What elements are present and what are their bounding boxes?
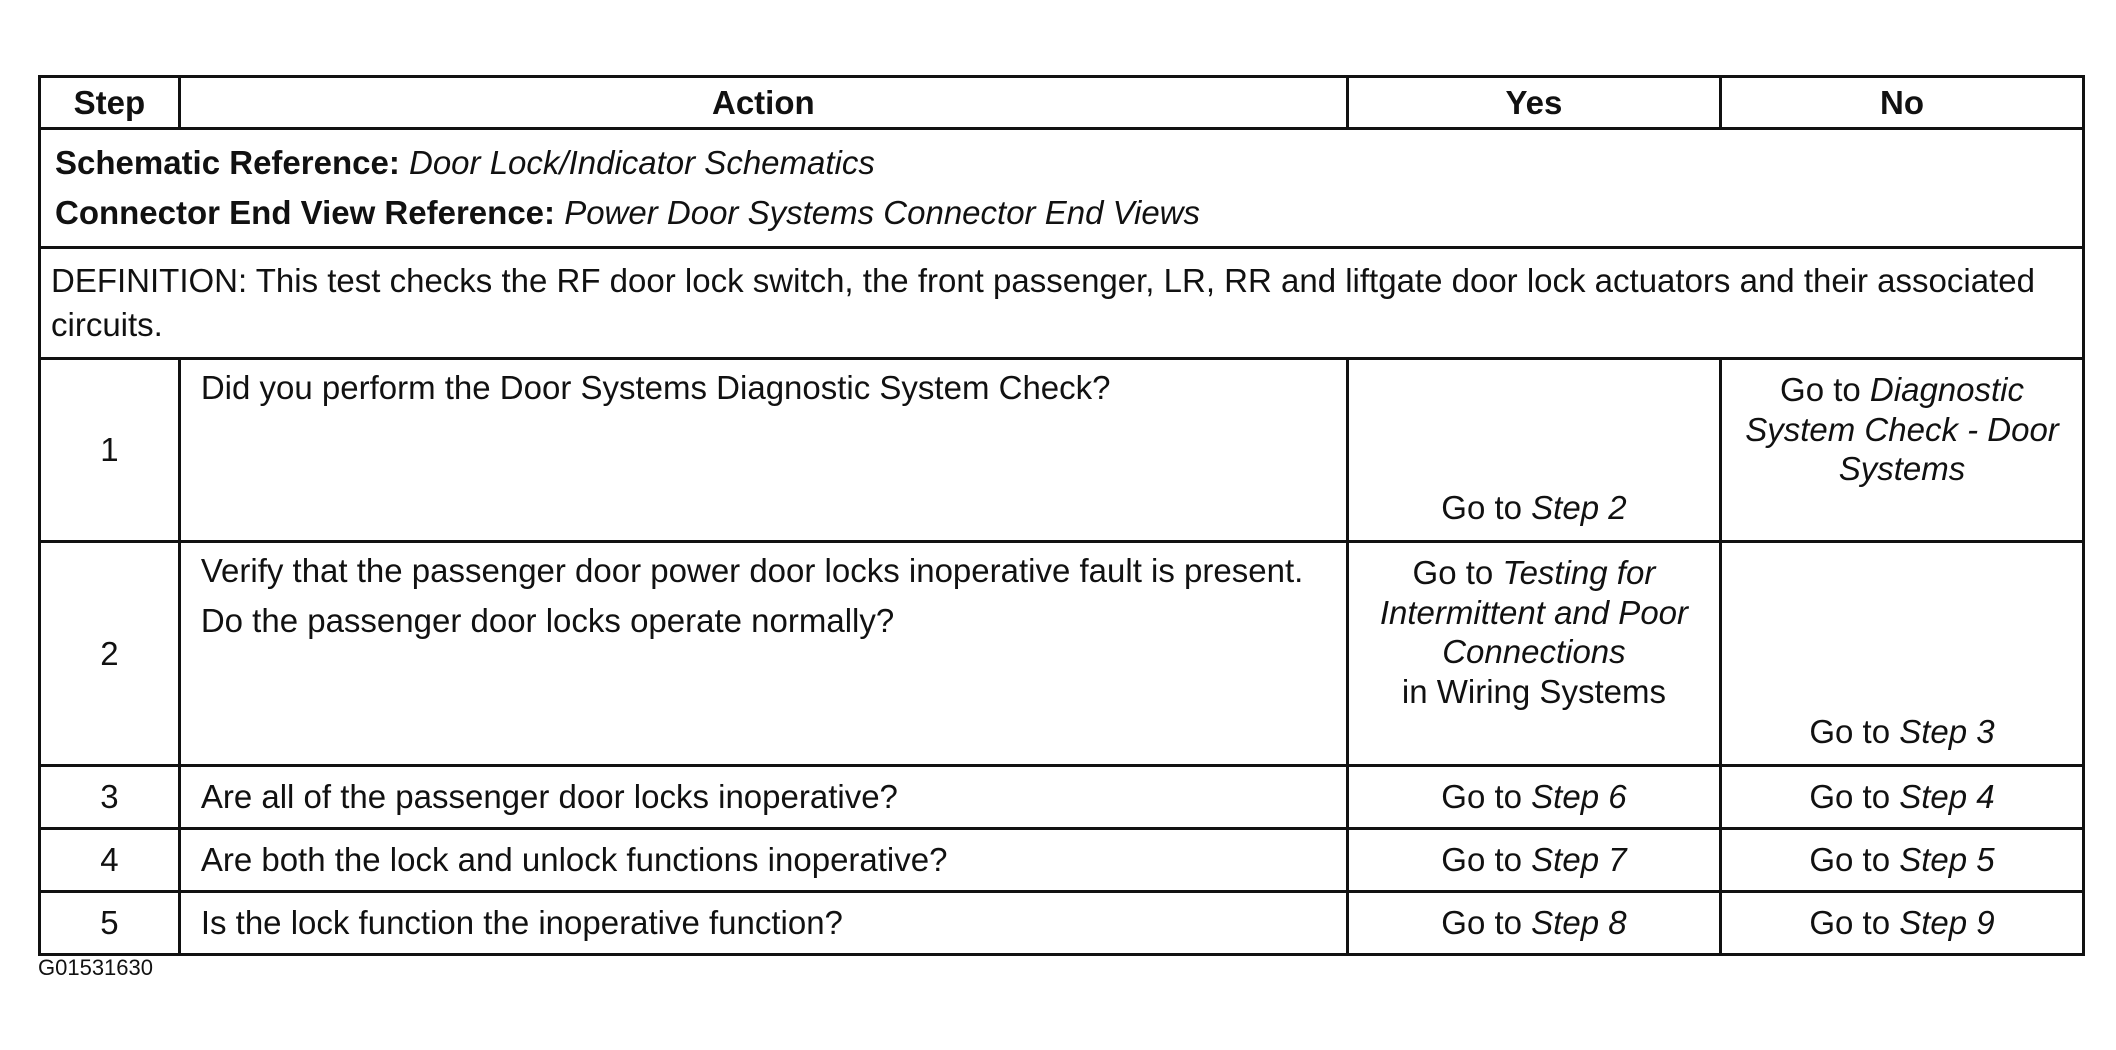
table-row <box>40 892 2084 955</box>
yes-goto[interactable] <box>1380 554 1688 710</box>
goto-prefix: Go to <box>1809 904 1891 942</box>
yes-goto[interactable] <box>1441 904 1626 941</box>
action-cell <box>179 359 1347 542</box>
goto-ref: Step 7 <box>1531 841 1627 879</box>
no-goto[interactable] <box>1809 841 1994 878</box>
yes-cell <box>1347 542 1720 766</box>
yes-cell <box>1347 766 1720 829</box>
no-goto[interactable] <box>1809 904 1994 941</box>
goto-suffix: in Wiring Systems <box>1401 672 1666 710</box>
action-text: Are all of the passenger door locks inoperative? <box>200 778 898 816</box>
yes-cell <box>1347 892 1720 955</box>
header-action: Action <box>179 77 1347 129</box>
connector-reference <box>55 188 2068 238</box>
step-number: 2 <box>40 542 180 766</box>
goto-ref: Step 2 <box>1531 489 1627 527</box>
header-no: No <box>1721 77 2084 129</box>
diagnostic-table <box>38 75 2085 956</box>
table-row <box>40 542 2084 766</box>
step-number: 4 <box>40 829 180 892</box>
table-row <box>40 359 2084 542</box>
figure-id: G01531630 <box>38 955 153 980</box>
goto-ref: Step 4 <box>1899 778 1995 816</box>
step-number: 3 <box>40 766 180 829</box>
definition-text: DEFINITION: This test checks the RF door lock switch, the front passenger, LR, RR and liftgate door lock actuators and their associated circuits. <box>40 248 2084 359</box>
goto-ref: Diagnostic System Check - Door Systems <box>1745 371 2059 488</box>
action-text: Are both the lock and unlock functions inoperative? <box>200 841 948 879</box>
goto-ref: Step 8 <box>1531 904 1627 942</box>
step-number: 1 <box>40 359 180 542</box>
goto-ref: Step 9 <box>1899 904 1995 942</box>
connector-reference-link[interactable]: Power Door Systems Connector End Views <box>564 194 1201 231</box>
action-text: Verify that the passenger door power door locks inoperative fault is present. <box>200 552 1304 589</box>
no-cell <box>1721 359 2084 542</box>
connector-reference-label: Connector End View Reference: <box>55 194 556 231</box>
definition-row <box>40 248 2084 359</box>
yes-goto[interactable] <box>1441 489 1626 526</box>
table-row <box>40 766 2084 829</box>
no-cell <box>1721 766 2084 829</box>
reference-row <box>40 129 2084 248</box>
schematic-reference-link[interactable]: Door Lock/Indicator Schematics <box>409 144 875 181</box>
goto-ref: Step 5 <box>1899 841 1995 879</box>
action-cell <box>179 892 1347 955</box>
no-cell <box>1721 542 2084 766</box>
goto-prefix: Go to <box>1441 489 1522 527</box>
step-number: 5 <box>40 892 180 955</box>
schematic-reference-label: Schematic Reference: <box>55 144 400 181</box>
action-question: Do the passenger door locks operate normally? <box>200 601 895 639</box>
action-cell <box>179 542 1347 766</box>
goto-ref: Testing for Intermittent and Poor Connections <box>1379 554 1689 671</box>
no-goto[interactable] <box>1809 778 1994 815</box>
goto-prefix: Go to <box>1441 904 1522 942</box>
goto-prefix: Go to <box>1441 841 1522 879</box>
goto-prefix: Go to <box>1809 713 1891 751</box>
yes-goto[interactable] <box>1441 841 1626 878</box>
goto-prefix: Go to <box>1780 371 1861 408</box>
no-goto[interactable] <box>1809 713 1994 750</box>
header-step: Step <box>40 77 180 129</box>
yes-goto[interactable] <box>1441 778 1626 815</box>
goto-ref: Step 3 <box>1899 713 1995 751</box>
header-yes: Yes <box>1347 77 1720 129</box>
no-cell <box>1721 829 2084 892</box>
goto-ref: Step 6 <box>1531 778 1627 816</box>
goto-prefix: Go to <box>1441 778 1522 816</box>
header-row <box>40 77 2084 129</box>
yes-cell <box>1347 359 1720 542</box>
schematic-reference <box>55 138 2068 188</box>
action-text: Is the lock function the inoperative function? <box>200 904 843 942</box>
goto-prefix: Go to <box>1412 554 1494 591</box>
action-cell <box>179 766 1347 829</box>
no-cell <box>1721 892 2084 955</box>
action-text: Did you perform the Door Systems Diagnostic System Check? <box>200 369 1111 406</box>
goto-prefix: Go to <box>1809 841 1891 879</box>
reference-cell <box>40 129 2084 248</box>
table-row <box>40 829 2084 892</box>
goto-prefix: Go to <box>1809 778 1891 816</box>
yes-cell <box>1347 829 1720 892</box>
no-goto[interactable] <box>1745 371 2059 487</box>
action-cell <box>179 829 1347 892</box>
